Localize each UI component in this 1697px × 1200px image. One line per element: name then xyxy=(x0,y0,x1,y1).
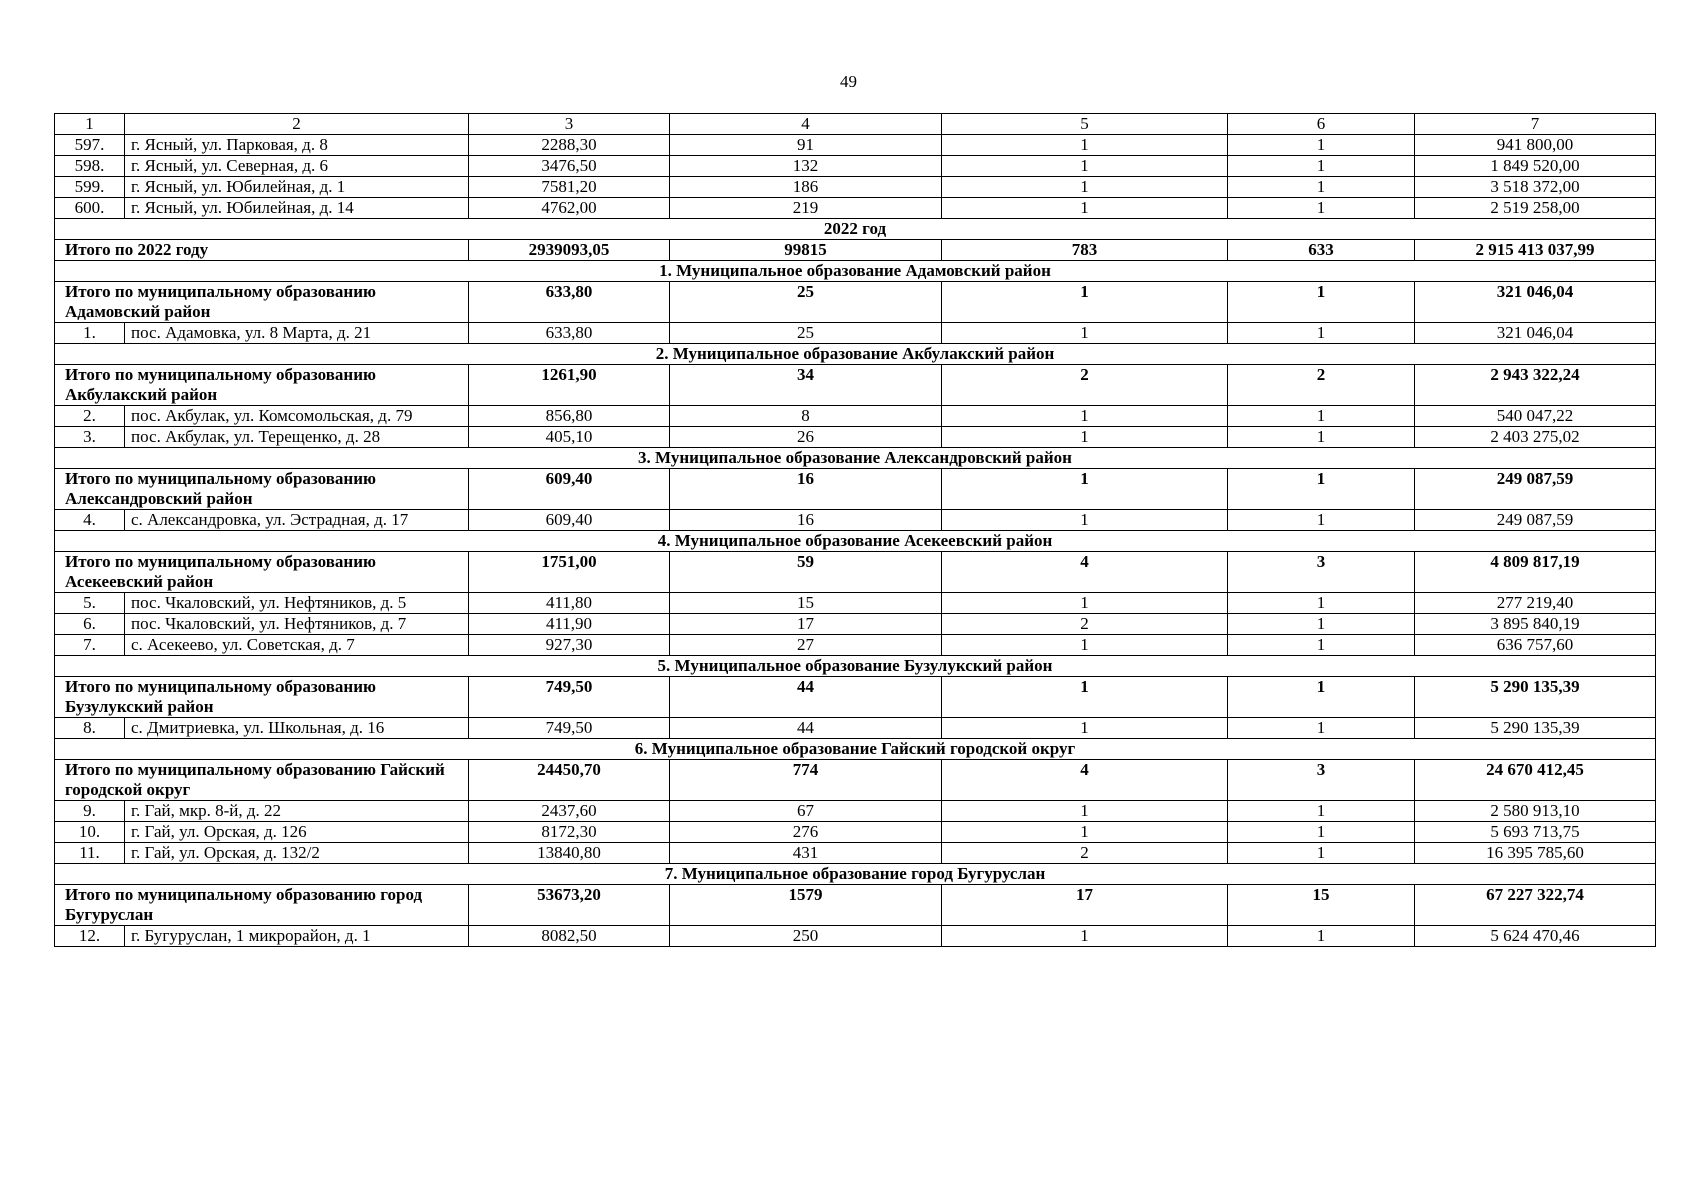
total-col4: 16 xyxy=(670,469,942,510)
row-area: 405,10 xyxy=(469,427,670,448)
row-col4: 276 xyxy=(670,822,942,843)
row-col4: 186 xyxy=(670,177,942,198)
row-area: 8172,30 xyxy=(469,822,670,843)
row-area: 411,80 xyxy=(469,593,670,614)
table-row xyxy=(55,406,1656,427)
row-col5: 1 xyxy=(942,323,1228,344)
row-amount: 3 895 840,19 xyxy=(1415,614,1656,635)
total-label: Итого по 2022 году xyxy=(55,240,469,261)
row-number: 6. xyxy=(55,614,125,635)
row-address: с. Асекеево, ул. Советская, д. 7 xyxy=(125,635,469,656)
section-heading xyxy=(55,656,1656,677)
row-number: 10. xyxy=(55,822,125,843)
row-area: 609,40 xyxy=(469,510,670,531)
total-col6: 1 xyxy=(1228,469,1415,510)
row-col6: 1 xyxy=(1228,198,1415,219)
table-row xyxy=(55,801,1656,822)
table-body xyxy=(55,114,1656,947)
row-area: 2437,60 xyxy=(469,801,670,822)
column-number-row xyxy=(55,114,1656,135)
column-header: 3 xyxy=(469,114,670,135)
total-col5: 17 xyxy=(942,885,1228,926)
row-area: 633,80 xyxy=(469,323,670,344)
row-col5: 1 xyxy=(942,801,1228,822)
row-col4: 91 xyxy=(670,135,942,156)
total-col6: 3 xyxy=(1228,760,1415,801)
table-row xyxy=(55,135,1656,156)
row-amount: 540 047,22 xyxy=(1415,406,1656,427)
section-total-row xyxy=(55,552,1656,593)
row-col4: 431 xyxy=(670,843,942,864)
total-area: 2939093,05 xyxy=(469,240,670,261)
total-area: 749,50 xyxy=(469,677,670,718)
row-number: 2. xyxy=(55,406,125,427)
row-col5: 1 xyxy=(942,822,1228,843)
section-total-row xyxy=(55,282,1656,323)
total-col5: 4 xyxy=(942,552,1228,593)
row-amount: 5 624 470,46 xyxy=(1415,926,1656,947)
row-col6: 1 xyxy=(1228,843,1415,864)
row-number: 600. xyxy=(55,198,125,219)
total-area: 609,40 xyxy=(469,469,670,510)
row-col6: 1 xyxy=(1228,135,1415,156)
row-area: 856,80 xyxy=(469,406,670,427)
row-number: 5. xyxy=(55,593,125,614)
row-col5: 1 xyxy=(942,926,1228,947)
row-area: 7581,20 xyxy=(469,177,670,198)
table-row xyxy=(55,822,1656,843)
total-amount: 24 670 412,45 xyxy=(1415,760,1656,801)
row-col5: 1 xyxy=(942,177,1228,198)
total-label: Итого по муниципальному образованию город Бугуруслан xyxy=(55,885,469,926)
table-row xyxy=(55,614,1656,635)
row-address: пос. Акбулак, ул. Комсомольская, д. 79 xyxy=(125,406,469,427)
row-number: 9. xyxy=(55,801,125,822)
row-number: 7. xyxy=(55,635,125,656)
table-row xyxy=(55,510,1656,531)
row-col4: 17 xyxy=(670,614,942,635)
row-area: 411,90 xyxy=(469,614,670,635)
section-heading-text: 5. Муниципальное образование Бузулукский район xyxy=(55,656,1656,677)
column-header: 7 xyxy=(1415,114,1656,135)
total-col6: 1 xyxy=(1228,677,1415,718)
section-heading-text: 2. Муниципальное образование Акбулакский район xyxy=(55,344,1656,365)
row-col5: 1 xyxy=(942,156,1228,177)
column-header: 4 xyxy=(670,114,942,135)
row-number: 4. xyxy=(55,510,125,531)
row-address: г. Ясный, ул. Парковая, д. 8 xyxy=(125,135,469,156)
row-col6: 1 xyxy=(1228,177,1415,198)
row-col5: 1 xyxy=(942,427,1228,448)
row-col4: 132 xyxy=(670,156,942,177)
row-col4: 44 xyxy=(670,718,942,739)
total-area: 24450,70 xyxy=(469,760,670,801)
row-area: 13840,80 xyxy=(469,843,670,864)
total-amount: 321 046,04 xyxy=(1415,282,1656,323)
row-address: г. Ясный, ул. Юбилейная, д. 1 xyxy=(125,177,469,198)
table-row xyxy=(55,427,1656,448)
table-row xyxy=(55,718,1656,739)
housing-table xyxy=(54,113,1656,947)
row-col5: 1 xyxy=(942,135,1228,156)
section-heading-text: 7. Муниципальное образование город Бугуруслан xyxy=(55,864,1656,885)
total-col4: 774 xyxy=(670,760,942,801)
row-area: 2288,30 xyxy=(469,135,670,156)
row-address: г. Ясный, ул. Северная, д. 6 xyxy=(125,156,469,177)
section-total-row xyxy=(55,760,1656,801)
year-heading-text: 2022 год xyxy=(55,219,1656,240)
row-amount: 2 580 913,10 xyxy=(1415,801,1656,822)
table-row xyxy=(55,926,1656,947)
section-total-row xyxy=(55,469,1656,510)
row-address: г. Гай, мкр. 8-й, д. 22 xyxy=(125,801,469,822)
total-col6: 3 xyxy=(1228,552,1415,593)
row-col4: 16 xyxy=(670,510,942,531)
row-col5: 1 xyxy=(942,718,1228,739)
row-number: 599. xyxy=(55,177,125,198)
total-col4: 25 xyxy=(670,282,942,323)
row-col4: 26 xyxy=(670,427,942,448)
row-col5: 1 xyxy=(942,593,1228,614)
total-amount: 4 809 817,19 xyxy=(1415,552,1656,593)
row-col6: 1 xyxy=(1228,822,1415,843)
row-address: г. Гай, ул. Орская, д. 126 xyxy=(125,822,469,843)
total-col5: 1 xyxy=(942,282,1228,323)
total-col4: 44 xyxy=(670,677,942,718)
row-number: 597. xyxy=(55,135,125,156)
row-number: 11. xyxy=(55,843,125,864)
section-heading xyxy=(55,448,1656,469)
total-area: 53673,20 xyxy=(469,885,670,926)
year-total-row xyxy=(55,240,1656,261)
row-col5: 1 xyxy=(942,510,1228,531)
row-col6: 1 xyxy=(1228,926,1415,947)
row-amount: 1 849 520,00 xyxy=(1415,156,1656,177)
table-row xyxy=(55,593,1656,614)
row-col6: 1 xyxy=(1228,323,1415,344)
row-col6: 1 xyxy=(1228,593,1415,614)
row-amount: 5 693 713,75 xyxy=(1415,822,1656,843)
row-amount: 321 046,04 xyxy=(1415,323,1656,344)
section-heading-text: 4. Муниципальное образование Асекеевский район xyxy=(55,531,1656,552)
row-number: 3. xyxy=(55,427,125,448)
row-col4: 8 xyxy=(670,406,942,427)
row-area: 8082,50 xyxy=(469,926,670,947)
row-amount: 941 800,00 xyxy=(1415,135,1656,156)
row-col4: 67 xyxy=(670,801,942,822)
year-heading xyxy=(55,219,1656,240)
column-header: 5 xyxy=(942,114,1228,135)
total-col5: 1 xyxy=(942,469,1228,510)
row-col4: 25 xyxy=(670,323,942,344)
row-col5: 1 xyxy=(942,198,1228,219)
row-col4: 27 xyxy=(670,635,942,656)
table-row xyxy=(55,843,1656,864)
row-address: с. Дмитриевка, ул. Школьная, д. 16 xyxy=(125,718,469,739)
total-area: 1261,90 xyxy=(469,365,670,406)
row-col6: 1 xyxy=(1228,510,1415,531)
total-label: Итого по муниципальному образованию Александровский район xyxy=(55,469,469,510)
row-area: 3476,50 xyxy=(469,156,670,177)
row-col5: 1 xyxy=(942,635,1228,656)
row-address: г. Бугуруслан, 1 микрорайон, д. 1 xyxy=(125,926,469,947)
row-number: 8. xyxy=(55,718,125,739)
row-col4: 219 xyxy=(670,198,942,219)
section-total-row xyxy=(55,677,1656,718)
total-amount: 249 087,59 xyxy=(1415,469,1656,510)
row-amount: 2 403 275,02 xyxy=(1415,427,1656,448)
row-amount: 5 290 135,39 xyxy=(1415,718,1656,739)
row-col5: 2 xyxy=(942,614,1228,635)
section-heading-text: 6. Муниципальное образование Гайский городской округ xyxy=(55,739,1656,760)
total-col6: 15 xyxy=(1228,885,1415,926)
section-heading-text: 1. Муниципальное образование Адамовский район xyxy=(55,261,1656,282)
row-number: 12. xyxy=(55,926,125,947)
total-label: Итого по муниципальному образованию Бузулукский район xyxy=(55,677,469,718)
section-heading xyxy=(55,344,1656,365)
section-heading xyxy=(55,739,1656,760)
total-amount: 67 227 322,74 xyxy=(1415,885,1656,926)
row-col6: 1 xyxy=(1228,614,1415,635)
total-area: 1751,00 xyxy=(469,552,670,593)
row-col6: 1 xyxy=(1228,635,1415,656)
table-row xyxy=(55,198,1656,219)
row-col6: 1 xyxy=(1228,427,1415,448)
total-label: Итого по муниципальному образованию Гайский городской округ xyxy=(55,760,469,801)
section-total-row xyxy=(55,365,1656,406)
column-header: 6 xyxy=(1228,114,1415,135)
total-col5: 4 xyxy=(942,760,1228,801)
section-heading xyxy=(55,261,1656,282)
row-col4: 15 xyxy=(670,593,942,614)
row-address: пос. Адамовка, ул. 8 Марта, д. 21 xyxy=(125,323,469,344)
total-col5: 1 xyxy=(942,677,1228,718)
total-col5: 2 xyxy=(942,365,1228,406)
table-row xyxy=(55,156,1656,177)
total-label: Итого по муниципальному образованию Асекеевский район xyxy=(55,552,469,593)
section-heading-text: 3. Муниципальное образование Александровский район xyxy=(55,448,1656,469)
total-amount: 2 915 413 037,99 xyxy=(1415,240,1656,261)
page-number: 49 xyxy=(840,72,857,91)
row-col4: 250 xyxy=(670,926,942,947)
row-amount: 16 395 785,60 xyxy=(1415,843,1656,864)
total-col6: 1 xyxy=(1228,282,1415,323)
table-row xyxy=(55,323,1656,344)
row-address: пос. Чкаловский, ул. Нефтяников, д. 7 xyxy=(125,614,469,635)
total-amount: 5 290 135,39 xyxy=(1415,677,1656,718)
row-area: 927,30 xyxy=(469,635,670,656)
row-address: пос. Акбулак, ул. Терещенко, д. 28 xyxy=(125,427,469,448)
total-col4: 59 xyxy=(670,552,942,593)
row-amount: 2 519 258,00 xyxy=(1415,198,1656,219)
section-total-row xyxy=(55,885,1656,926)
row-col6: 1 xyxy=(1228,718,1415,739)
row-area: 749,50 xyxy=(469,718,670,739)
total-col4: 99815 xyxy=(670,240,942,261)
total-area: 633,80 xyxy=(469,282,670,323)
row-col6: 1 xyxy=(1228,156,1415,177)
total-col4: 34 xyxy=(670,365,942,406)
row-col6: 1 xyxy=(1228,801,1415,822)
row-address: г. Гай, ул. Орская, д. 132/2 xyxy=(125,843,469,864)
total-label: Итого по муниципальному образованию Акбулакский район xyxy=(55,365,469,406)
column-header: 2 xyxy=(125,114,469,135)
total-col4: 1579 xyxy=(670,885,942,926)
row-amount: 3 518 372,00 xyxy=(1415,177,1656,198)
row-number: 598. xyxy=(55,156,125,177)
row-amount: 636 757,60 xyxy=(1415,635,1656,656)
total-col5: 783 xyxy=(942,240,1228,261)
row-address: г. Ясный, ул. Юбилейная, д. 14 xyxy=(125,198,469,219)
total-col6: 2 xyxy=(1228,365,1415,406)
section-heading xyxy=(55,864,1656,885)
column-header: 1 xyxy=(55,114,125,135)
row-address: с. Александровка, ул. Эстрадная, д. 17 xyxy=(125,510,469,531)
total-label: Итого по муниципальному образованию Адамовский район xyxy=(55,282,469,323)
total-amount: 2 943 322,24 xyxy=(1415,365,1656,406)
row-area: 4762,00 xyxy=(469,198,670,219)
row-col5: 2 xyxy=(942,843,1228,864)
row-col5: 1 xyxy=(942,406,1228,427)
row-address: пос. Чкаловский, ул. Нефтяников, д. 5 xyxy=(125,593,469,614)
row-amount: 249 087,59 xyxy=(1415,510,1656,531)
row-amount: 277 219,40 xyxy=(1415,593,1656,614)
section-heading xyxy=(55,531,1656,552)
total-col6: 633 xyxy=(1228,240,1415,261)
row-col6: 1 xyxy=(1228,406,1415,427)
row-number: 1. xyxy=(55,323,125,344)
table-row xyxy=(55,635,1656,656)
table-row xyxy=(55,177,1656,198)
